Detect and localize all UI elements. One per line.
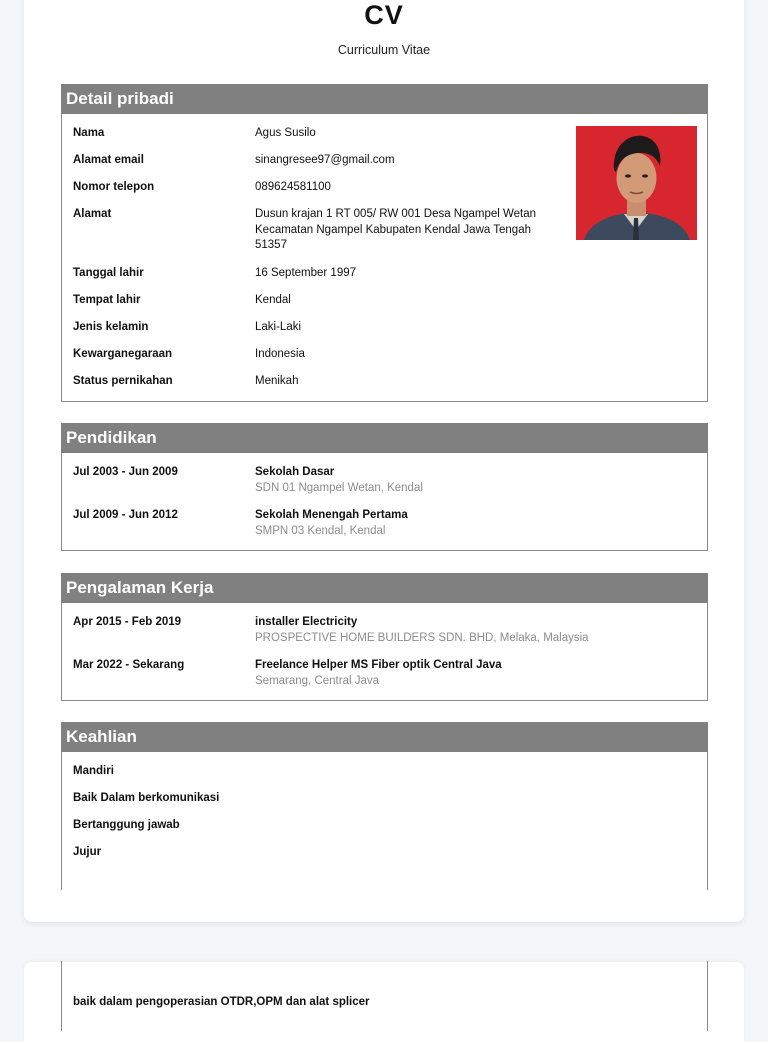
person-photo-icon bbox=[576, 126, 697, 240]
field-value-birth-date: 16 September 1997 bbox=[255, 267, 357, 279]
field-label-email: Alamat email bbox=[73, 154, 144, 166]
skill-item: Bertanggung jawab bbox=[73, 819, 180, 831]
section-education bbox=[61, 423, 708, 551]
cv-subtitle: Curriculum Vitae bbox=[337, 43, 431, 57]
field-label-phone: Nomor telepon bbox=[73, 181, 155, 193]
experience-title: installer Electricity bbox=[255, 616, 358, 628]
field-label-marital-status: Status pernikahan bbox=[73, 375, 173, 387]
field-value-address: Dusun krajan 1 RT 005/ RW 001 Desa Ngampel Wetan Kecamatan Ngampel Kabupaten Kendal Jawa Tengah 51357 bbox=[255, 208, 537, 251]
field-label-address: Alamat bbox=[73, 208, 112, 220]
skill-item: baik dalam pengoperasian OTDR,OPM dan alat splicer bbox=[73, 996, 370, 1008]
cv-title: CV bbox=[364, 0, 404, 30]
experience-title: Freelance Helper MS Fiber optik Central Java bbox=[255, 659, 502, 671]
education-period: Jul 2003 - Jun 2009 bbox=[73, 466, 178, 478]
education-title: Sekolah Dasar bbox=[255, 466, 335, 478]
field-label-birth-date: Tanggal lahir bbox=[73, 267, 144, 279]
field-value-email: sinangresee97@gmail.com bbox=[255, 154, 395, 166]
section-personal bbox=[61, 84, 708, 402]
experience-place: PROSPECTIVE HOME BUILDERS SDN. BHD, Melaka, Malaysia bbox=[255, 632, 589, 644]
field-value-nationality: Indonesia bbox=[255, 348, 305, 360]
field-value-marital-status: Menikah bbox=[255, 375, 299, 387]
field-value-birth-place: Kendal bbox=[255, 294, 291, 306]
profile-photo bbox=[576, 126, 697, 240]
experience-period: Apr 2015 - Feb 2019 bbox=[73, 616, 182, 628]
field-label-name: Nama bbox=[73, 127, 105, 139]
field-label-gender: Jenis kelamin bbox=[73, 321, 149, 333]
section-skills bbox=[61, 722, 708, 890]
section-skills-heading: Keahlian bbox=[61, 722, 708, 752]
section-experience-heading: Pengalaman Kerja bbox=[61, 573, 708, 603]
field-value-name: Agus Susilo bbox=[255, 127, 316, 139]
section-experience bbox=[61, 573, 708, 701]
field-value-gender: Laki-Laki bbox=[255, 321, 302, 333]
education-period: Jul 2009 - Jun 2012 bbox=[73, 509, 178, 521]
section-personal-heading: Detail pribadi bbox=[61, 84, 708, 114]
education-place: SDN 01 Ngampel Wetan, Kendal bbox=[255, 482, 423, 494]
education-title: Sekolah Menengah Pertama bbox=[255, 509, 408, 521]
field-label-birth-place: Tempat lahir bbox=[73, 294, 141, 306]
skill-item: Jujur bbox=[73, 846, 102, 858]
skill-item: Baik Dalam berkomunikasi bbox=[73, 792, 220, 804]
cv-page-1 bbox=[24, 0, 744, 922]
experience-period: Mar 2022 - Sekarang bbox=[73, 659, 185, 671]
cv-page-2 bbox=[24, 962, 744, 1042]
section-skills-continued bbox=[61, 961, 708, 1031]
field-label-nationality: Kewarganegaraan bbox=[73, 348, 173, 360]
section-education-heading: Pendidikan bbox=[61, 423, 708, 453]
experience-place: Semarang, Central Java bbox=[255, 675, 380, 687]
field-value-phone: 089624581100 bbox=[255, 181, 331, 193]
education-place: SMPN 03 Kendal, Kendal bbox=[255, 525, 386, 537]
skill-item: Mandiri bbox=[73, 765, 114, 777]
